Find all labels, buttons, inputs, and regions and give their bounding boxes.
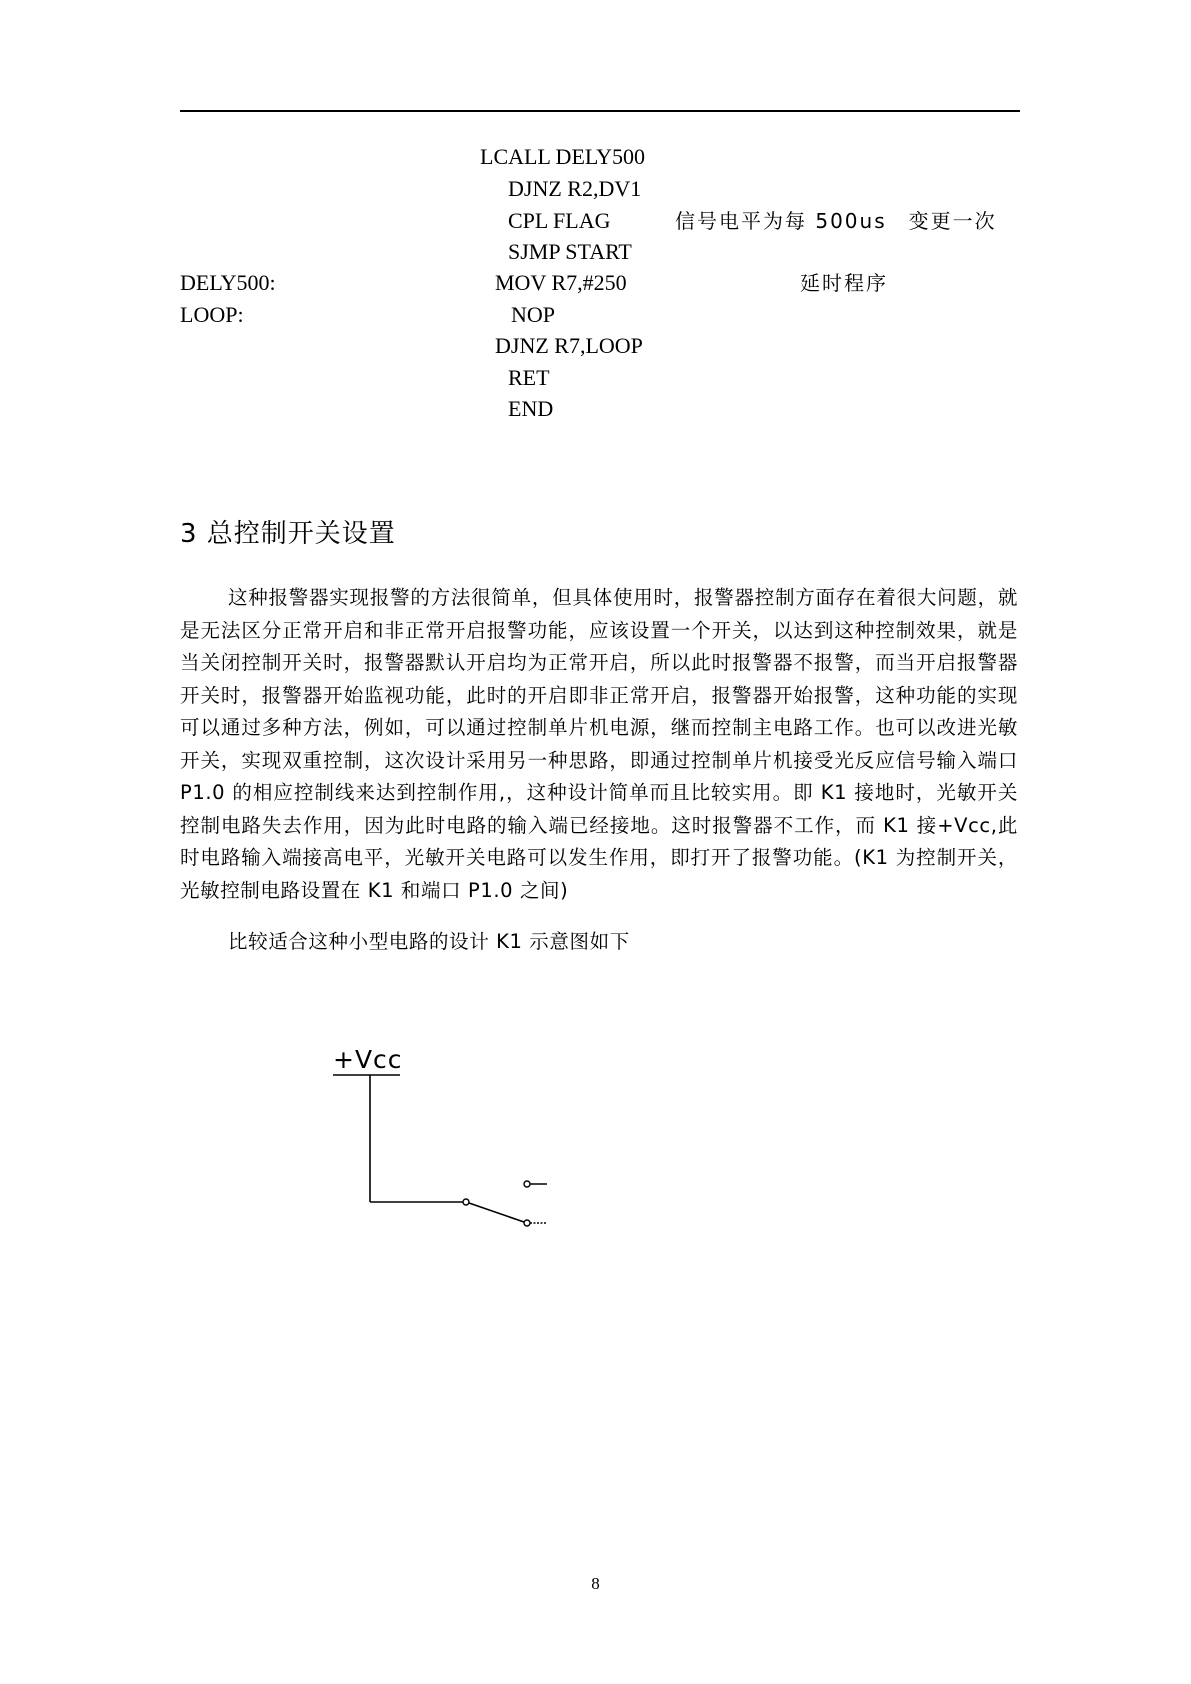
code-comment-3: 信号电平为每 500us 变更一次 [675,209,997,233]
code-comment-5: 延时程序 [800,271,888,295]
section-heading: 3 总控制开关设置 [180,519,396,549]
switch-contact-bottom [524,1220,530,1226]
diagram-intro-text: 比较适合这种小型电路的设计 K1 示意图如下 [228,930,630,953]
page-number: 8 [591,1574,600,1593]
body-paragraph: 这种报警器实现报警的方法很简单，但具体使用时，报警器控制方面存在着很大问题，就是无法区分正常开启和非正常开启报警功能，应该设置一个开关，以达到这种控制效果，就是当关闭控制开关时，报警器默认开启均为正常开启，所以此时报警器不报警，而当开启报警器开关时，报警器开始监视功能，此时的开启即非正常开启，报警器开始报警，这种功能的实现可以通过多种方法，例如，可以通过控制单片机电源，继而控制主电路工作。也可以改进光敏开关，实现双重控制，这次设计采用另一种思路，即通过控制单片机接受光反应信号输入端口 P1.0 的相应控制线来达到控制作用,，这种设计简单而且比较实用。即 K1 接地时，光敏开关控制电路失去作用，因为此时电路的输入端已经接地。这时报警器不工作，而 K1 接+Vcc,此时电路输入端接高电平，光敏开关电路可以发生作用，即打开了报警功能。(K1 为控制开关，光敏控制电路设置在 K1 和端口 P1.0 之间) [180,586,1018,902]
code-instr-7: DJNZ R7,LOOP [495,333,643,358]
vcc-label: +Vcc [333,1045,403,1074]
code-instr-9: END [508,396,554,421]
code-instr-2: DJNZ R2,DV1 [508,176,642,201]
code-instr-1: LCALL DELY500 [480,144,646,169]
switch-contact-top [524,1181,530,1187]
code-label-dely500: DELY500: [180,270,276,295]
switch-blade [469,1203,524,1222]
code-instr-8: RET [508,365,550,390]
code-instr-4: SJMP START [508,239,632,264]
code-instr-3: CPL FLAG [508,208,611,233]
switch-pivot [463,1199,469,1205]
code-label-loop: LOOP: [180,302,244,327]
header-rule [180,110,1020,112]
k1-switch-diagram [320,1040,560,1240]
code-instr-5: MOV R7,#250 [495,270,627,295]
code-instr-6: NOP [511,302,556,327]
